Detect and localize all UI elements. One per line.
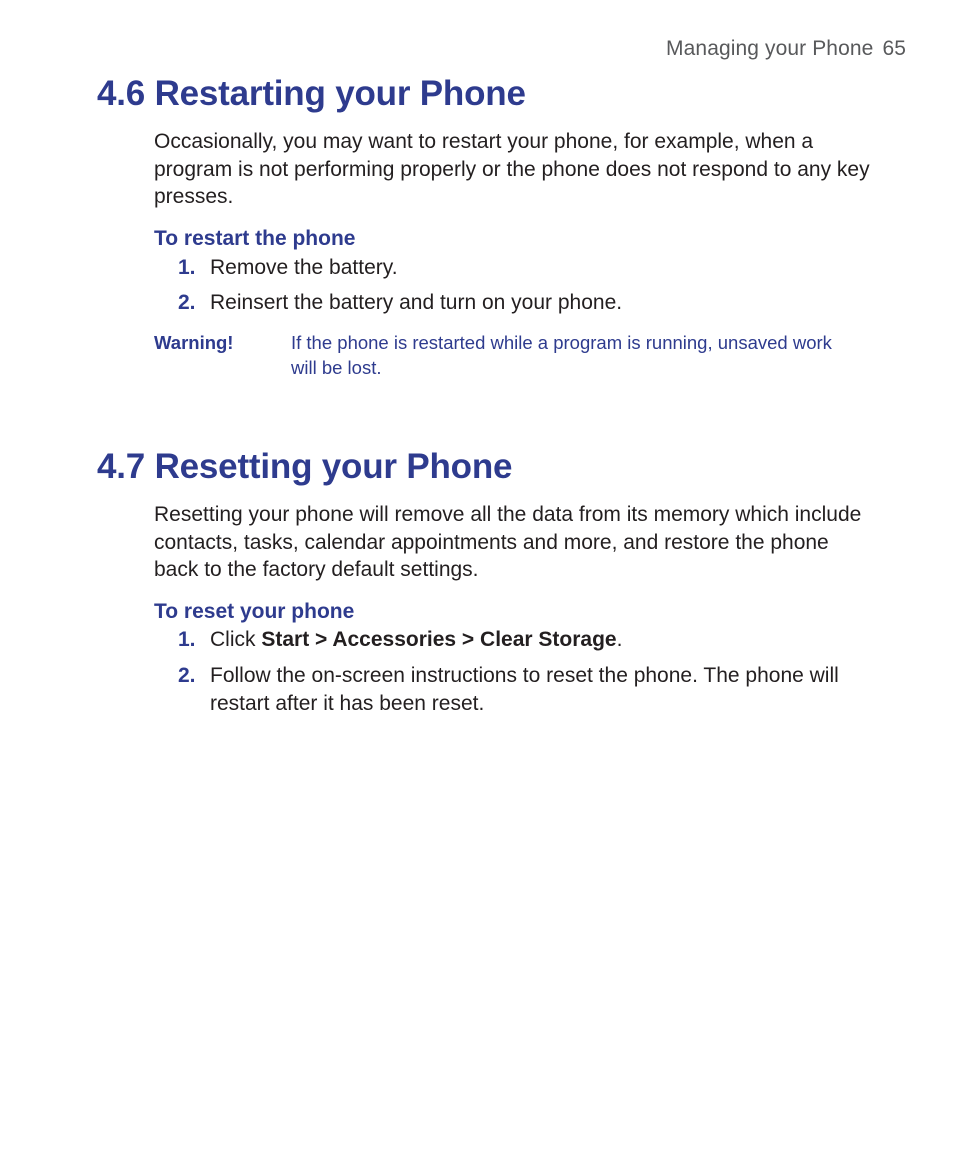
warning-text: If the phone is restarted while a program is running, unsaved work will be lost. — [291, 332, 832, 378]
step-text: Remove the battery. — [210, 256, 398, 279]
reset-step-1 — [154, 626, 874, 654]
page-number: 65 — [882, 37, 906, 60]
step-text: Follow the on-screen instructions to reset the phone. The phone will restart after it has been reset. — [210, 664, 839, 715]
running-header — [666, 37, 906, 61]
step-number: 2. — [178, 291, 196, 314]
warning-note — [154, 331, 854, 380]
restart-procedure-title: To restart the phone — [154, 227, 356, 250]
restart-step-2 — [154, 289, 874, 317]
step-number: 1. — [178, 628, 196, 651]
step-number: 2. — [178, 664, 196, 687]
reset-step-2 — [154, 662, 874, 717]
step-text: Reinsert the battery and turn on your phone. — [210, 291, 623, 314]
step-text-prefix: Click — [210, 628, 262, 651]
section-4-6-intro: Occasionally, you may want to restart your phone, for example, when a program is not performing properly or the phone does not respond to any key presses. — [154, 130, 870, 208]
step-number: 1. — [178, 256, 196, 279]
warning-label: Warning! — [154, 332, 234, 353]
menu-path: Start > Accessories > Clear Storage — [261, 628, 617, 651]
restart-step-1 — [154, 254, 874, 282]
step-text — [210, 626, 874, 654]
step-text-suffix: . — [616, 628, 623, 651]
section-4-7-heading: 4.7 Resetting your Phone — [97, 447, 513, 486]
reset-procedure-title: To reset your phone — [154, 600, 355, 623]
section-4-6-heading: 4.6 Restarting your Phone — [97, 74, 526, 113]
section-4-7-intro: Resetting your phone will remove all the data from its memory which include contacts, tasks, calendar appointments and more, and restore the phone back to the factory default settings. — [154, 503, 862, 581]
running-header-title: Managing your Phone — [666, 37, 874, 60]
